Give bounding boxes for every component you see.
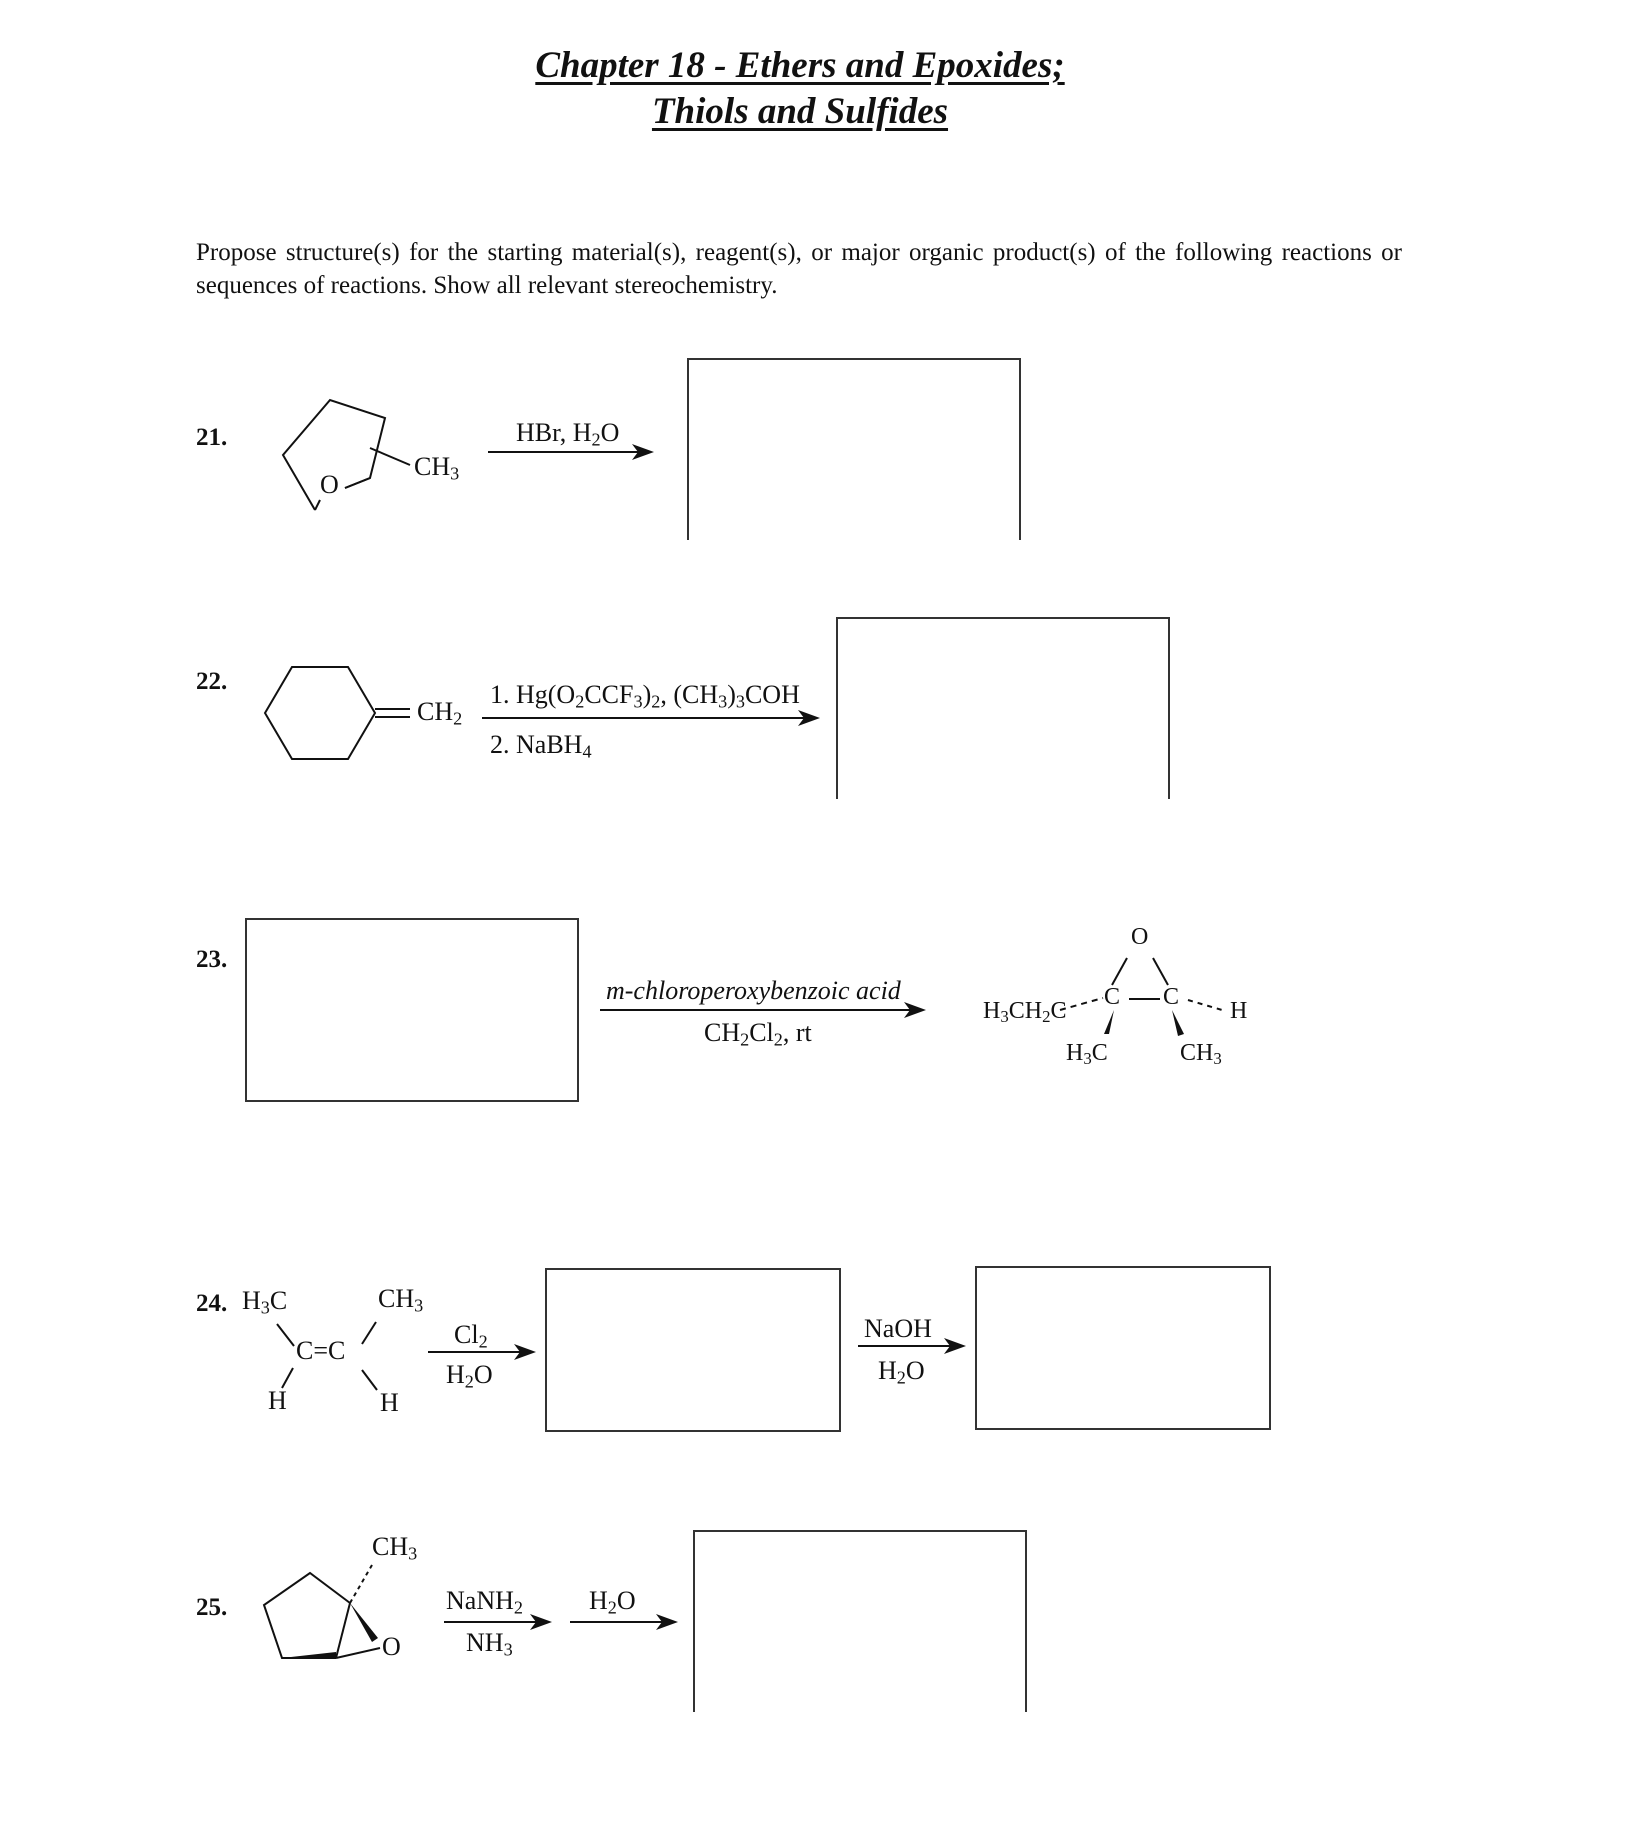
ring-oxygen-21: O <box>320 470 339 499</box>
reagent-21: HBr, $H_2O$ <box>516 418 620 450</box>
epoxide-oxygen: O <box>1131 924 1149 950</box>
substituent-21: $CH_3$ <box>414 452 460 484</box>
reagent-23-bottom: $CH_2Cl_2$, rt <box>704 1018 812 1050</box>
problem-number-23: 23. <box>196 946 228 973</box>
reagent-24a-bottom: $H_2O$ <box>446 1360 493 1392</box>
ring-oxygen-25: O <box>382 1632 401 1661</box>
problem-number-21: 21. <box>196 424 228 451</box>
problem-number-24: 24. <box>196 1290 228 1317</box>
title-line-1: Chapter 18 - Ethers and Epoxides; <box>535 45 1065 86</box>
epoxide-methyl-2: $CH_3$ <box>1180 1040 1222 1069</box>
reagent-24b-bottom: $H_2O$ <box>878 1356 925 1388</box>
reagent-25b-top: $H_2O$ <box>589 1586 636 1618</box>
alkene-ch3: $CH_3$ <box>378 1284 424 1316</box>
alkene-h-right: H <box>380 1388 399 1417</box>
reagent-24b-top: NaOH <box>864 1314 932 1343</box>
substituent-22: $CH_2$ <box>417 697 463 729</box>
problem-number-25: 25. <box>196 1594 228 1621</box>
title-line-2: Thiols and Sulfides <box>651 91 949 132</box>
epoxide-ethyl: $H_3CH_2C$ <box>983 998 1067 1027</box>
problem-number-22: 22. <box>196 668 228 695</box>
epoxide-carbon-2: C <box>1163 984 1180 1010</box>
reagent-23-top: m-chloroperoxybenzoic acid <box>606 976 901 1005</box>
reagent-25a-top: NaNH$_2$ <box>446 1586 523 1618</box>
epoxide-methyl-1: $H_3C$ <box>1066 1040 1108 1069</box>
epoxide-carbon-1: C <box>1104 984 1121 1010</box>
substituent-25: $CH_3$ <box>372 1532 418 1564</box>
epoxide-hydrogen: H <box>1230 998 1248 1024</box>
reagent-24a-top: $Cl_2$ <box>454 1320 488 1352</box>
alkene-h-left: H <box>268 1386 287 1415</box>
alkene-h3c: $H_3C$ <box>242 1286 288 1318</box>
reagent-22-line2: 2. NaBH$_4$ <box>490 730 592 762</box>
answer-box-25[interactable] <box>693 1530 1027 1712</box>
alkene-cc: C=C <box>296 1336 346 1365</box>
reagent-22-line1: 1. $Hg(O_2CCF_3)_2$, $(CH_3)_3COH$ <box>490 680 800 712</box>
instructions: Propose structure(s) for the starting material(s), reagent(s), or major organic product(s) of the following reactions or sequences of reactions. Show all relevant stereochemistry. <box>196 239 1402 299</box>
reagent-25a-bottom: $NH_3$ <box>466 1628 513 1660</box>
